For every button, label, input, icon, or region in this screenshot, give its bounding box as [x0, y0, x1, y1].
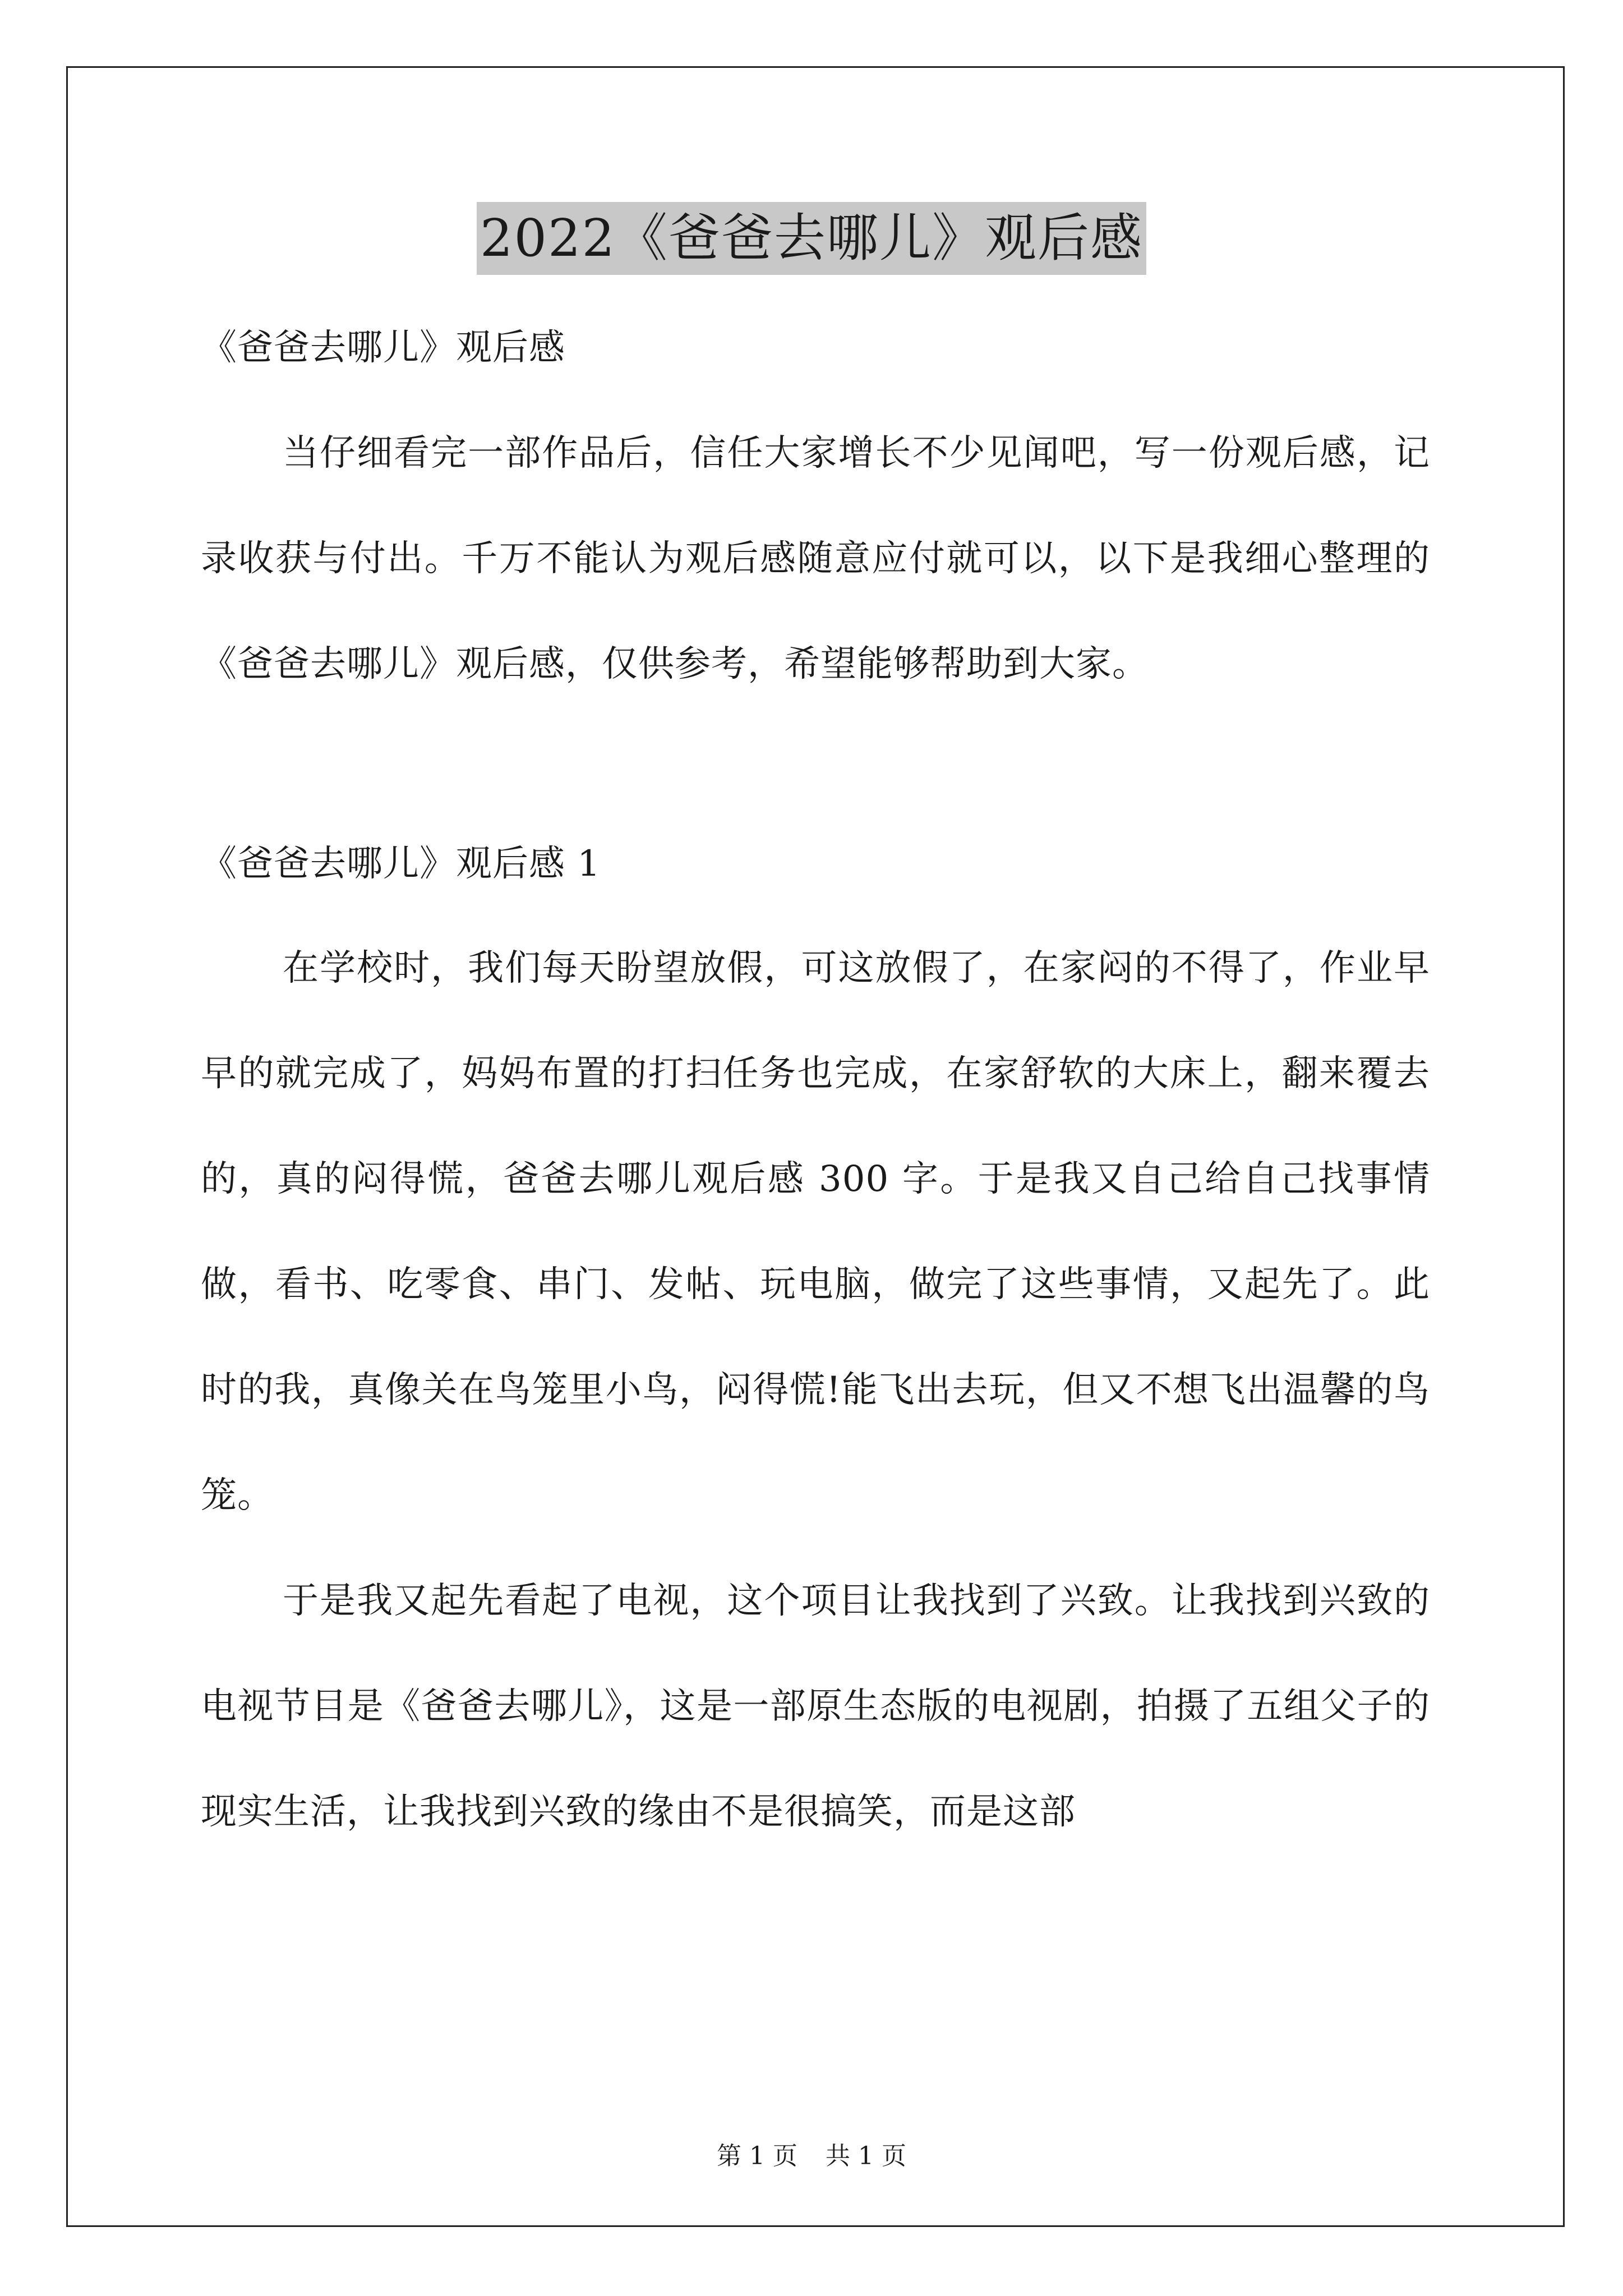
title-container — [0, 202, 1623, 275]
intro-heading: 《爸爸去哪儿》观后感 — [201, 327, 565, 369]
page-footer — [0, 2139, 1623, 2173]
section-heading: 《爸爸去哪儿》观后感 1 — [201, 843, 601, 885]
body-paragraph: 于是我又起先看起了电视，这个项目让我找到了兴致。让我找到兴致的电视节目是《爸爸去哪儿》，这是一部原生态版的电视剧，拍摄了五组父子的现实生活，让我找到兴致的缘由不是很搞笑，而是这部 — [201, 1580, 1430, 1833]
document-body — [201, 325, 1430, 1865]
document-title: 2022《爸爸去哪儿》观后感 — [477, 202, 1146, 275]
intro-paragraph: 当仔细看完一部作品后，信任大家增长不少见闻吧，写一份观后感，记录收获与付出。千万不能认为观后感随意应付就可以，以下是我细心整理的《爸爸去哪儿》观后感，仅供参考，希望能够帮助到大家。 — [201, 432, 1430, 685]
page-total: 共 1 页 — [826, 2142, 906, 2170]
page-number: 第 1 页 — [717, 2142, 797, 2170]
body-paragraph: 在学校时，我们每天盼望放假，可这放假了，在家闷的不得了，作业早早的就完成了，妈妈布置的打扫任务也完成，在家舒软的大床上，翻来覆去的，真的闷得慌，爸爸去哪儿观后感 300 字。于是我又自己给自己找事情做，看书、吃零食、串门、发帖、玩电脑，做完了这些事情，又起先了。此时的我，真像关在鸟笼里小鸟，闷得慌!能飞出去玩，但又不想飞出温馨的鸟笼。 — [201, 947, 1430, 1516]
